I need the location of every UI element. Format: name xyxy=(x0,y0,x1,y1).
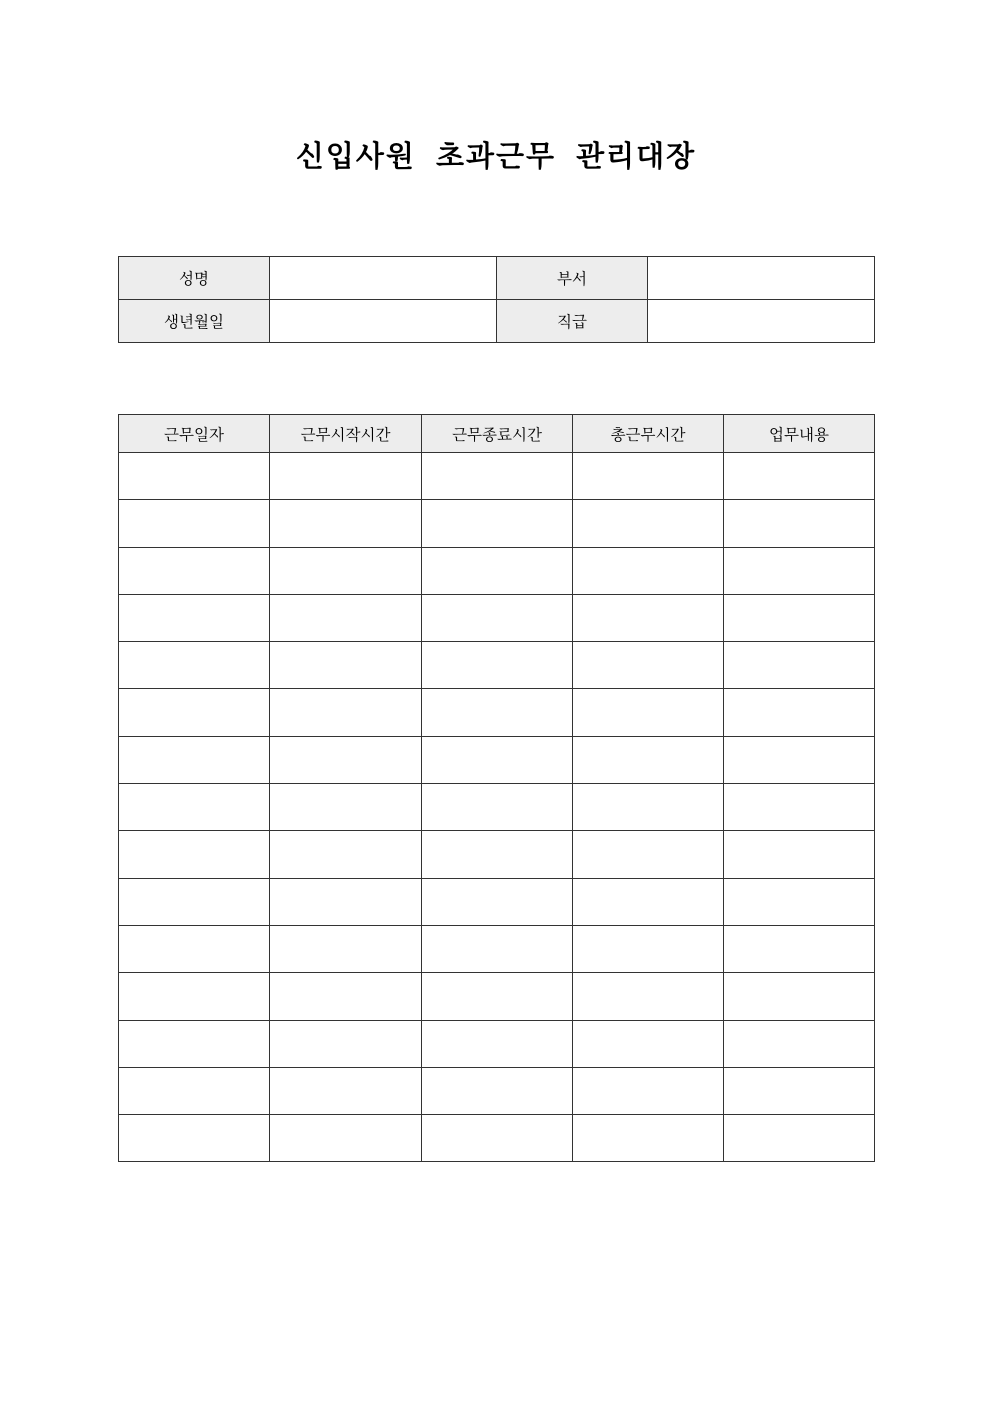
table-row xyxy=(119,925,875,972)
info-row xyxy=(119,257,875,300)
table-row xyxy=(119,642,875,689)
total-hours-cell[interactable] xyxy=(573,831,724,878)
work-date-cell[interactable] xyxy=(119,736,270,783)
log-header-row xyxy=(119,415,875,453)
log-body xyxy=(119,453,875,1162)
work-date-cell[interactable] xyxy=(119,594,270,641)
total-hours-header: 총근무시간 xyxy=(573,415,724,453)
work-content-cell[interactable] xyxy=(724,736,875,783)
work-content-cell[interactable] xyxy=(724,1020,875,1067)
total-hours-cell[interactable] xyxy=(573,500,724,547)
work-date-cell[interactable] xyxy=(119,1020,270,1067)
end-time-cell[interactable] xyxy=(422,925,573,972)
start-time-cell[interactable] xyxy=(270,736,422,783)
work-content-cell[interactable] xyxy=(724,784,875,831)
start-time-cell[interactable] xyxy=(270,878,422,925)
table-row xyxy=(119,1067,875,1114)
total-hours-cell[interactable] xyxy=(573,1115,724,1162)
end-time-cell[interactable] xyxy=(422,831,573,878)
department-field[interactable] xyxy=(648,257,875,300)
table-row xyxy=(119,594,875,641)
work-content-cell[interactable] xyxy=(724,642,875,689)
work-date-cell[interactable] xyxy=(119,1115,270,1162)
end-time-cell[interactable] xyxy=(422,453,573,500)
name-field[interactable] xyxy=(270,257,497,300)
start-time-cell[interactable] xyxy=(270,500,422,547)
work-content-cell[interactable] xyxy=(724,689,875,736)
work-content-cell[interactable] xyxy=(724,594,875,641)
start-time-cell[interactable] xyxy=(270,547,422,594)
end-time-cell[interactable] xyxy=(422,500,573,547)
total-hours-cell[interactable] xyxy=(573,642,724,689)
table-row xyxy=(119,878,875,925)
work-content-cell[interactable] xyxy=(724,878,875,925)
end-time-cell[interactable] xyxy=(422,1020,573,1067)
work-content-cell[interactable] xyxy=(724,500,875,547)
start-time-header: 근무시작시간 xyxy=(270,415,422,453)
birthdate-label: 생년월일 xyxy=(119,300,270,343)
total-hours-cell[interactable] xyxy=(573,736,724,783)
end-time-cell[interactable] xyxy=(422,878,573,925)
end-time-cell[interactable] xyxy=(422,1115,573,1162)
work-date-cell[interactable] xyxy=(119,925,270,972)
work-date-cell[interactable] xyxy=(119,453,270,500)
start-time-cell[interactable] xyxy=(270,973,422,1020)
work-content-cell[interactable] xyxy=(724,1115,875,1162)
start-time-cell[interactable] xyxy=(270,925,422,972)
table-row xyxy=(119,547,875,594)
work-content-header: 업무내용 xyxy=(724,415,875,453)
total-hours-cell[interactable] xyxy=(573,547,724,594)
end-time-cell[interactable] xyxy=(422,594,573,641)
info-row xyxy=(119,300,875,343)
total-hours-cell[interactable] xyxy=(573,878,724,925)
start-time-cell[interactable] xyxy=(270,1020,422,1067)
total-hours-cell[interactable] xyxy=(573,973,724,1020)
total-hours-cell[interactable] xyxy=(573,689,724,736)
name-label: 성명 xyxy=(119,257,270,300)
work-date-cell[interactable] xyxy=(119,878,270,925)
start-time-cell[interactable] xyxy=(270,642,422,689)
start-time-cell[interactable] xyxy=(270,1115,422,1162)
table-row xyxy=(119,736,875,783)
start-time-cell[interactable] xyxy=(270,831,422,878)
work-date-cell[interactable] xyxy=(119,973,270,1020)
overtime-log-table xyxy=(118,414,875,1162)
work-date-header: 근무일자 xyxy=(119,415,270,453)
start-time-cell[interactable] xyxy=(270,453,422,500)
start-time-cell[interactable] xyxy=(270,1067,422,1114)
work-content-cell[interactable] xyxy=(724,925,875,972)
total-hours-cell[interactable] xyxy=(573,925,724,972)
work-content-cell[interactable] xyxy=(724,453,875,500)
work-date-cell[interactable] xyxy=(119,784,270,831)
total-hours-cell[interactable] xyxy=(573,1020,724,1067)
table-row xyxy=(119,500,875,547)
start-time-cell[interactable] xyxy=(270,594,422,641)
position-label: 직급 xyxy=(497,300,648,343)
start-time-cell[interactable] xyxy=(270,689,422,736)
work-date-cell[interactable] xyxy=(119,1067,270,1114)
end-time-cell[interactable] xyxy=(422,547,573,594)
work-content-cell[interactable] xyxy=(724,547,875,594)
table-row xyxy=(119,453,875,500)
end-time-cell[interactable] xyxy=(422,973,573,1020)
table-row xyxy=(119,784,875,831)
work-date-cell[interactable] xyxy=(119,689,270,736)
work-date-cell[interactable] xyxy=(119,547,270,594)
work-content-cell[interactable] xyxy=(724,1067,875,1114)
work-content-cell[interactable] xyxy=(724,973,875,1020)
work-content-cell[interactable] xyxy=(724,831,875,878)
end-time-cell[interactable] xyxy=(422,736,573,783)
table-row xyxy=(119,689,875,736)
work-date-cell[interactable] xyxy=(119,500,270,547)
end-time-cell[interactable] xyxy=(422,689,573,736)
employee-info-table xyxy=(118,256,875,343)
total-hours-cell[interactable] xyxy=(573,453,724,500)
table-row xyxy=(119,1020,875,1067)
table-row xyxy=(119,973,875,1020)
total-hours-cell[interactable] xyxy=(573,594,724,641)
end-time-cell[interactable] xyxy=(422,642,573,689)
total-hours-cell[interactable] xyxy=(573,784,724,831)
start-time-cell[interactable] xyxy=(270,784,422,831)
document-title: 신입사원 초과근무 관리대장 xyxy=(295,139,697,173)
position-field[interactable] xyxy=(648,300,875,343)
work-date-cell[interactable] xyxy=(119,831,270,878)
end-time-cell[interactable] xyxy=(422,784,573,831)
end-time-cell[interactable] xyxy=(422,1067,573,1114)
table-row xyxy=(119,831,875,878)
table-row xyxy=(119,1115,875,1162)
department-label: 부서 xyxy=(497,257,648,300)
total-hours-cell[interactable] xyxy=(573,1067,724,1114)
end-time-header: 근무종료시간 xyxy=(422,415,573,453)
birthdate-field[interactable] xyxy=(270,300,497,343)
work-date-cell[interactable] xyxy=(119,642,270,689)
